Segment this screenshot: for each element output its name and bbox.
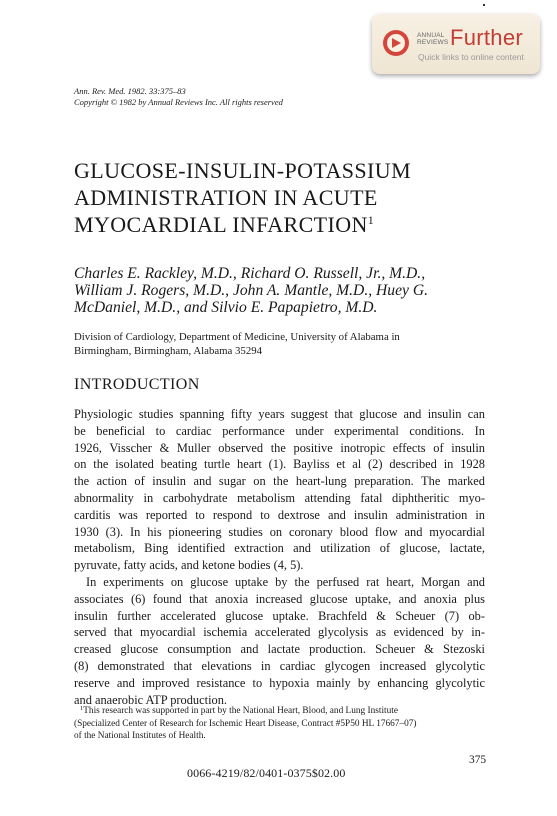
logo-line-reviews: REVIEWS <box>417 39 449 46</box>
footnote-line-text: This research was supported in part by the National Heart, Blood, and Lung Institute <box>83 706 398 716</box>
body-line: reserve and improved resistance to hypoxia mainly by enhancing glycolytic <box>74 675 485 690</box>
section-heading: INTRODUCTION <box>74 376 200 393</box>
annual-reviews-logo-icon <box>382 29 410 57</box>
body-line: the action of insulin and sugar on the heart-lung preparation. The marked <box>74 474 485 489</box>
author-line: McDaniel, M.D., and Silvio E. Papapietro, M.D. <box>74 299 378 316</box>
body-line: and anaerobic ATP production. <box>74 692 228 707</box>
title-line: ADMINISTRATION IN ACUTE <box>74 185 378 210</box>
body-line: served that myocardial ischemia accelerated glycolysis as evidenced by in- <box>74 625 485 640</box>
journal-reference: Ann. Rev. Med. 1982. 33:375–83 <box>74 86 186 96</box>
author-list <box>74 265 514 316</box>
affiliation-line: Birmingham, Birmingham, Alabama 35294 <box>74 345 263 357</box>
footnote-mark: 1 <box>80 705 84 712</box>
title-line: GLUCOSE-INSULIN-POTASSIUM <box>74 158 412 183</box>
footnote-line: (Specialized Center of Research for Ischemic Heart Disease, Contract #5P50 HL 17667–07) <box>74 718 417 729</box>
body-text <box>74 406 485 708</box>
body-line: be beneficial to cardiac performance under experimental conditions. In <box>74 423 485 438</box>
author-line: Charles E. Rackley, M.D., Richard O. Russell, Jr., M.D., <box>74 265 426 282</box>
footnote-line: of the National Institutes of Health. <box>74 731 206 741</box>
body-line: on the isolated beating turtle heart (1). Bayliss et al (2) described in 1928 <box>74 457 485 472</box>
body-line: (8) demonstrated that elevations in cardiac glycogen increased glycolytic <box>74 658 485 673</box>
further-subtitle: Quick links to online content <box>418 52 524 62</box>
logo-line-annual: ANNUAL <box>417 32 445 39</box>
body-line: 1930 (3). In his pioneering studies on coronary blood flow and myocardial <box>74 524 485 539</box>
copyright-line: Copyright © 1982 by Annual Reviews Inc. All rights reserved <box>74 97 283 107</box>
page-number: 375 <box>469 754 487 766</box>
author-line: William J. Rogers, M.D., John A. Mantle, M.D., Huey G. <box>74 282 428 299</box>
title-line <box>74 211 514 238</box>
body-line: pyruvate, fatty acids, and ketone bodies (4, 5). <box>74 558 304 573</box>
price-code: 0066-4219/82/0401-0375$02.00 <box>187 766 346 780</box>
further-label: Further <box>450 25 524 50</box>
title-footnote-mark[interactable]: 1 <box>367 213 375 227</box>
further-badge[interactable] <box>372 14 540 74</box>
title-line-text: MYOCARDIAL INFARCTION <box>74 212 368 237</box>
article-title <box>74 157 514 238</box>
body-line: creased glucose consumption and lactate production. Scheuer & Stezoski <box>74 642 485 657</box>
body-line: associates (6) found that anoxia increased glucose uptake, and anoxia plus <box>74 591 485 606</box>
body-line: metabolism, Bing identified extraction and utilization of glucose, lactate, <box>74 541 485 556</box>
annual-reviews-logo-text <box>417 32 448 46</box>
body-line: 1926, Visscher & Muller observed the positive inotropic effects of insulin <box>74 440 485 455</box>
body-line: abnormality in carbohydrate metabolism attending fatal diphtheritic myo- <box>74 490 485 505</box>
affiliation-line: Division of Cardiology, Department of Medicine, University of Alabama in <box>74 331 400 343</box>
body-line: carditis was reported to respond to dextrose and insulin administration in <box>74 507 485 522</box>
stray-dot <box>483 4 485 6</box>
footnote <box>74 705 485 743</box>
body-line: In experiments on glucose uptake by the perfused rat heart, Morgan and <box>86 574 485 589</box>
body-line: insulin further accelerated glucose uptake. Brachfeld & Scheuer (7) ob- <box>74 608 485 623</box>
footnote-line <box>74 705 485 718</box>
body-line: Physiologic studies spanning fifty years suggest that glucose and insulin can <box>74 407 485 421</box>
affiliation <box>74 330 400 358</box>
